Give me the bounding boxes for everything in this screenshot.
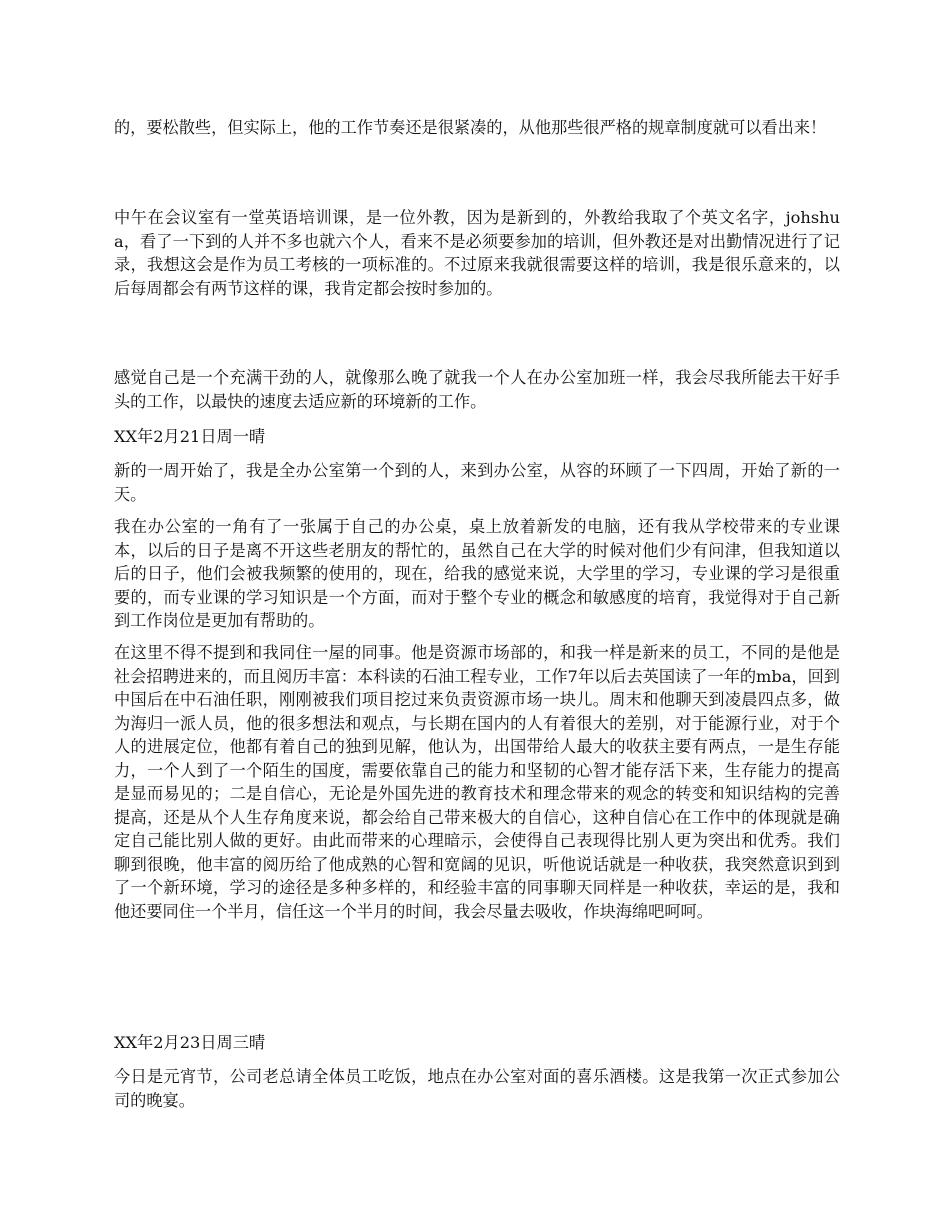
paragraph-english-training: 中午在会议室有一堂英语培训课，是一位外教，因为是新到的，外教给我取了个英文名字，johshua，看了一下到的人并不多也就六个人，看来不是必须要参加的培训，但外教还是对出勤情况进行了记录，我想这会是作为员工考核的一项标准的。不过原来我就很需要这样的培训，我是很乐意来的，以后每周都会有两节这样的课，我肯定都会按时参加的。 [114, 208, 840, 298]
paragraph-motivation: 感觉自己是一个充满干劲的人，就像那么晚了就我一个人在办公室加班一样，我会尽我所能去干好手头的工作，以最快的速度去适应新的环境新的工作。 [114, 368, 840, 411]
date-heading-feb21: XX年2月21日周一晴 [114, 427, 266, 446]
paragraph-lantern-festival: 今日是元宵节，公司老总请全体员工吃饭，地点在办公室对面的喜乐酒楼。这是我第一次正式参加公司的晚宴。 [114, 1067, 840, 1110]
paragraph-roommate: 在这里不得不提到和我同住一屋的同事。他是资源市场部的，和我一样是新来的员工，不同的是他是社会招聘进来的，而且阅历丰富：本科读的石油工程专业，工作7年以后去英国读了一年的mba，回到中国后在中石油任职，刚刚被我们项目挖过来负责资源市场一块儿。周末和他聊天到凌晨四点多，做为海归一派人员，他的很多想法和观点，与长期在国内的人有着很大的差别，对于能源行业，对于个人的进展定位，他都有着自己的独到见解，他认为，出国带给人最大的收获主要有两点，一是生存能力，一个人到了一个陌生的国度，需要依靠自己的能力和坚韧的心智才能存活下来，生存能力的提高是显而易见的；二是自信心，无论是外国先进的教育技术和理念带来的观念的转变和知识结构的完善提高，还是从个人生存角度来说，都会给自己带来极大的自信心，这种自信心在工作中的体现就是确定自己能比别人做的更好。由此而带来的心理暗示，会使得自己表现得比别人更为突出和优秀。我们聊到很晚，他丰富的阅历给了他成熟的心智和宽阔的见识，听他说话就是一种收获，我突然意识到到了一个新环境，学习的途径是多种多样的，和经验丰富的同事聊天同样是一种收获，幸运的是，我和他还要同住一个半月，信任这一个半月的时间，我会尽量去吸收，作块海绵吧呵呵。 [114, 643, 840, 921]
paragraph-new-week: 新的一周开始了，我是全办公室第一个到的人，来到办公室，从容的环顾了一下四周，开始了新的一天。 [114, 461, 840, 504]
paragraph-desk: 我在办公室的一角有了一张属于自己的办公桌，桌上放着新发的电脑，还有我从学校带来的专业课本，以后的日子是离不开这些老朋友的帮忙的，虽然自己在大学的时候对他们少有问津，但我知道以后的日子，他们会被我频繁的使用的，现在，给我的感觉来说，大学里的学习，专业课的学习是很重要的，而专业课的学习知识是一个方面，而对于整个专业的概念和敏感度的培育，我觉得对于自己新到工作岗位是更加有帮助的。 [114, 517, 840, 630]
paragraph-work-rhythm: 的，要松散些，但实际上，他的工作节奏还是很紧凑的，从他那些很严格的规章制度就可以看出来！ [114, 118, 827, 137]
date-heading-feb23: XX年2月23日周三晴 [114, 1033, 266, 1052]
